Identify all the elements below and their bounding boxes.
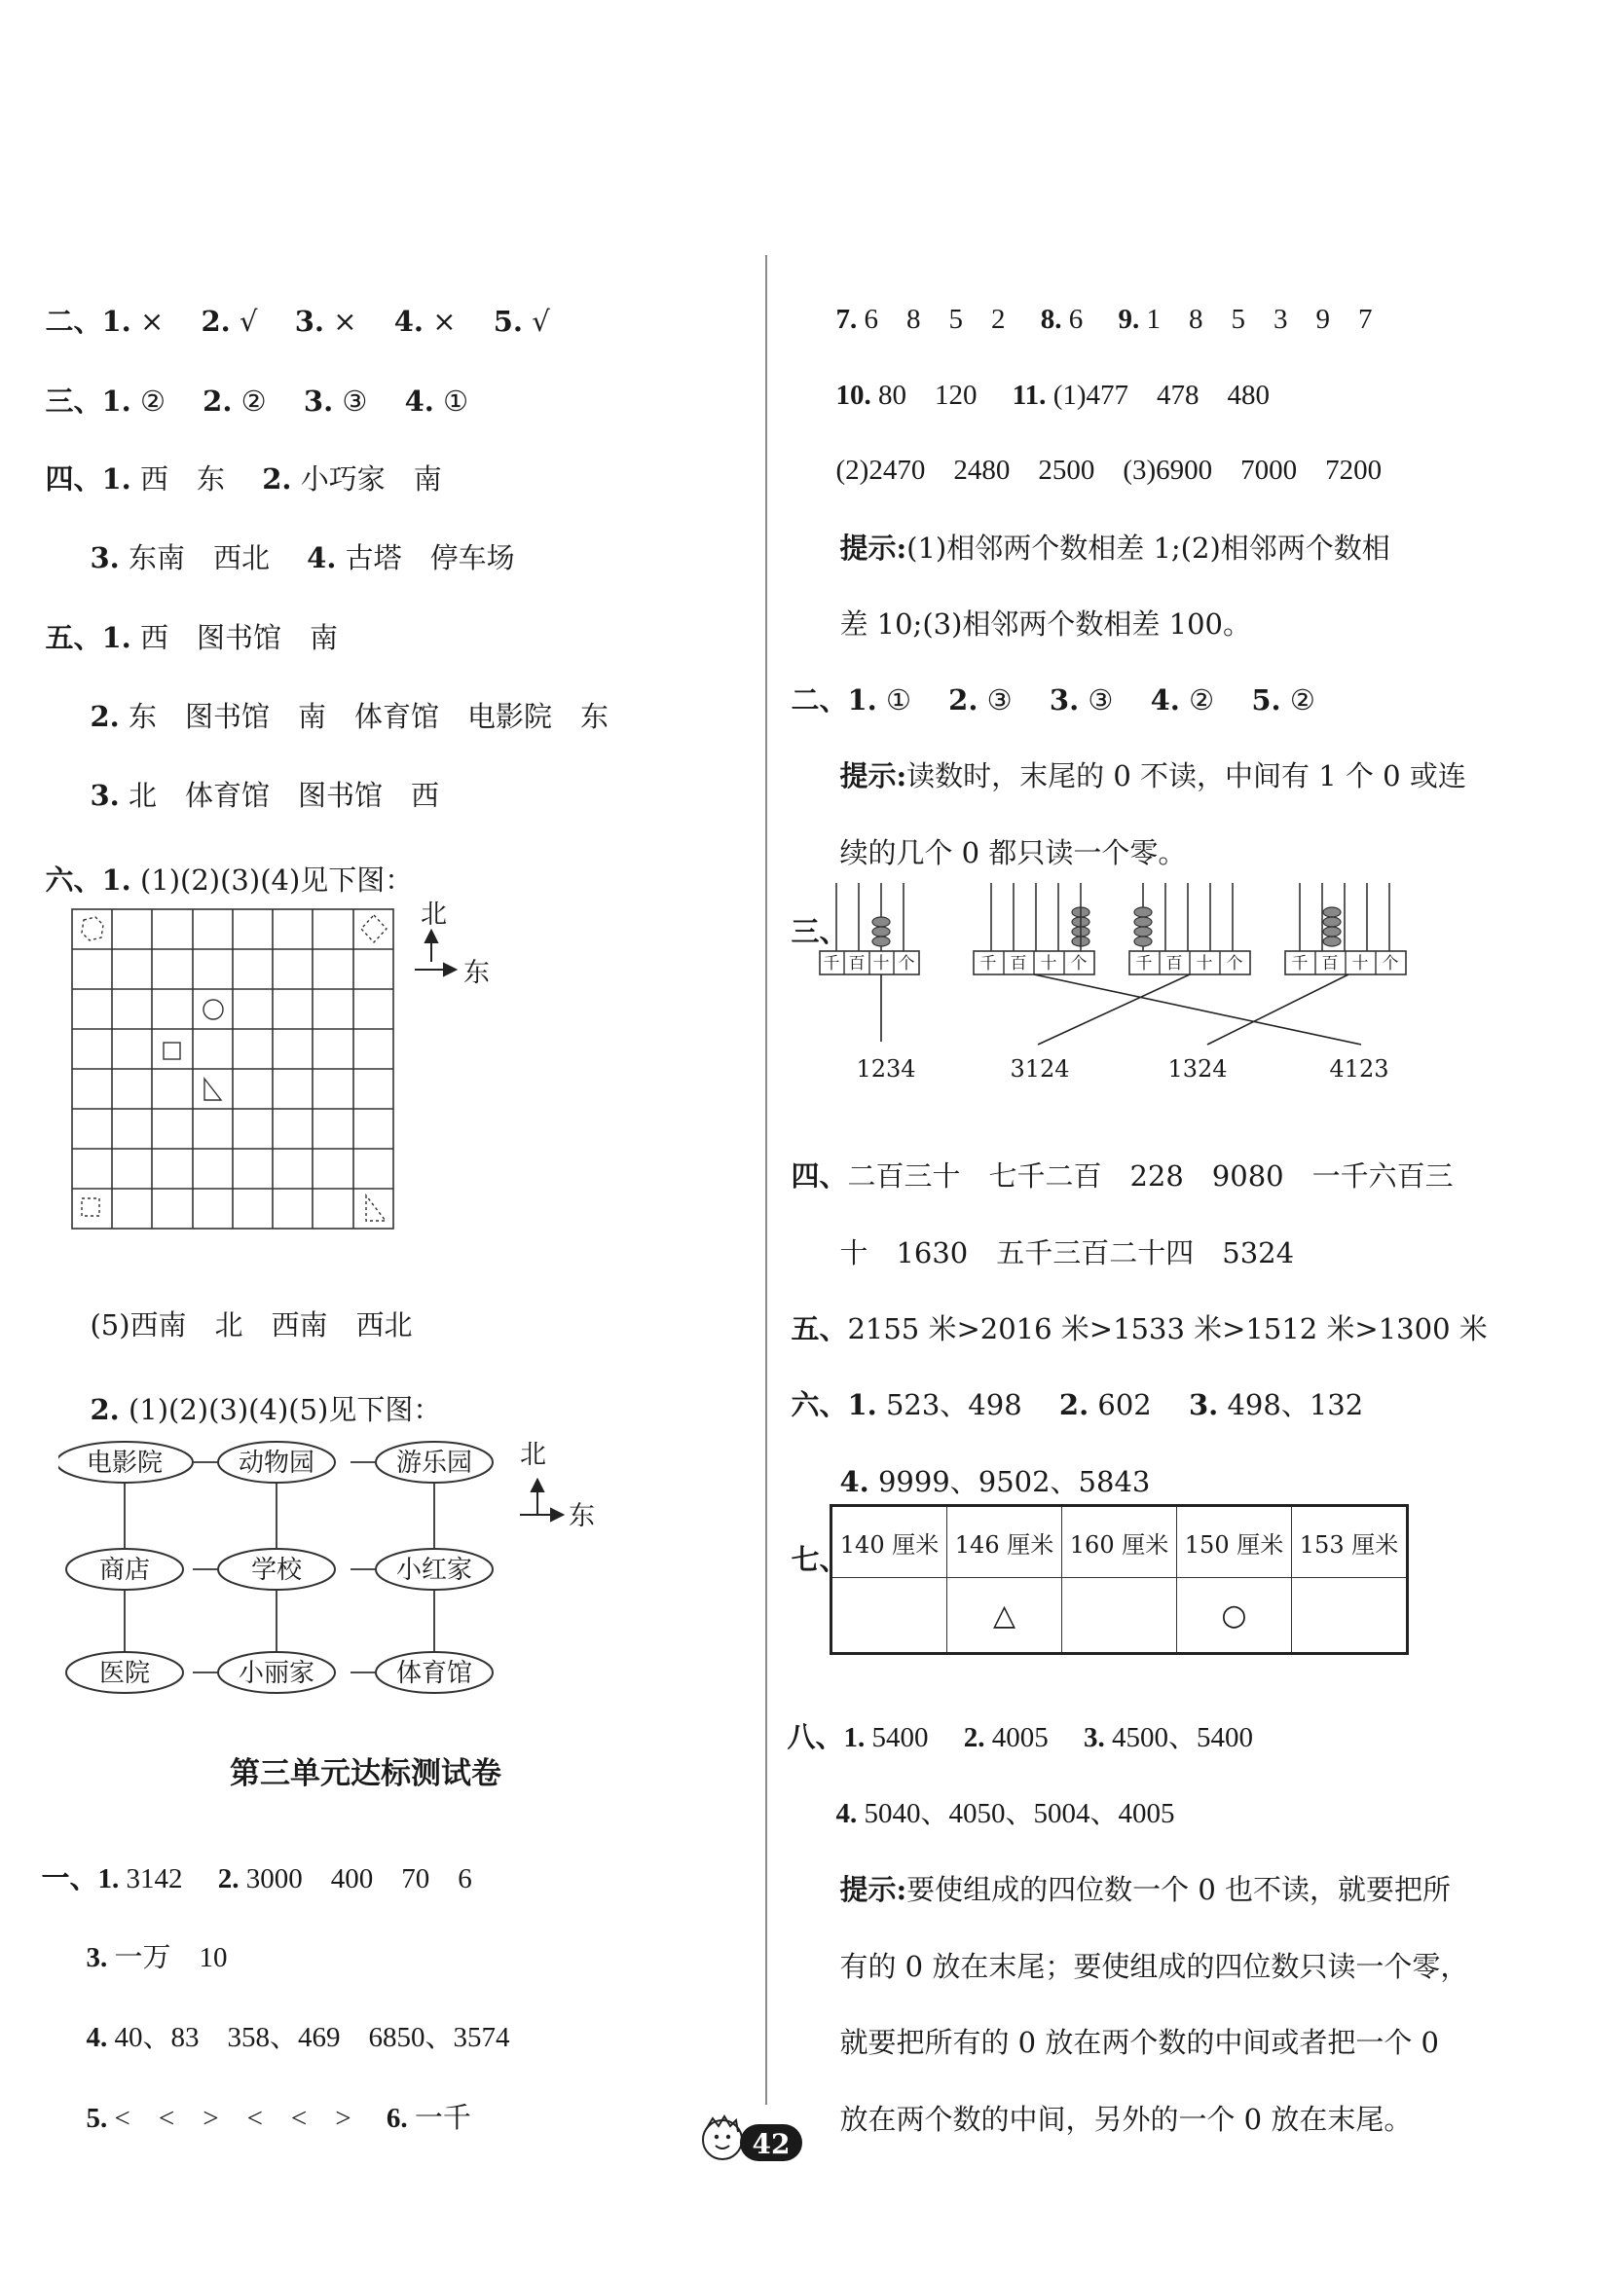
svg-text:千: 千 xyxy=(1291,954,1309,974)
svg-text:个: 个 xyxy=(1226,954,1243,974)
left-s4-line2: 3. 东南 西北 4. 古塔 停车场 xyxy=(90,541,515,574)
abacus-4 xyxy=(1285,883,1406,974)
abacus-number-2: 3124 xyxy=(1010,1055,1070,1083)
left-s3-line: 三、1. ② 2. ② 3. ③ 4. ① xyxy=(45,385,469,418)
height-header: 160 厘米 xyxy=(1062,1506,1177,1578)
triangle-shape xyxy=(204,1079,221,1100)
svg-text:十: 十 xyxy=(1351,954,1369,974)
matching-lines xyxy=(881,974,1361,1045)
svg-text:十: 十 xyxy=(1040,954,1057,974)
left-s6-line2: 2. (1)(2)(3)(4)(5)见下图： xyxy=(90,1393,442,1426)
left-s5-line1: 五、1. 西 图书馆 南 xyxy=(45,621,338,654)
mascot-eye-icon xyxy=(726,2135,730,2139)
circle-shape xyxy=(203,1000,223,1019)
hint3-line2: 有的 0 放在末尾；要使组成的四位数只读一个零， xyxy=(839,1950,1469,1983)
hint2-line2: 续的几个 0 都只读一个零。 xyxy=(839,836,1187,869)
height-mark-triangle: △ xyxy=(947,1578,1062,1654)
svg-text:百: 百 xyxy=(1010,954,1027,974)
hint3-line3: 就要把所有的 0 放在两个数的中间或者把一个 0 xyxy=(839,2026,1439,2059)
right-s5-line: 五、2155 米>2016 米>1533 米>1512 米>1300 米 xyxy=(791,1312,1488,1345)
svg-text:个: 个 xyxy=(1382,954,1399,974)
height-mark xyxy=(1062,1578,1177,1654)
location-map-figure xyxy=(58,1421,633,1713)
left-s6-line1: 六、1. (1)(2)(3)(4)见下图： xyxy=(45,863,414,897)
svg-text:千: 千 xyxy=(979,954,997,974)
abacus-matching-figure xyxy=(808,871,1431,1090)
height-table xyxy=(830,1504,1409,1655)
map-east-label: 东 xyxy=(569,1501,595,1531)
square-shape xyxy=(164,1043,180,1059)
map-north-label: 北 xyxy=(520,1440,546,1470)
svg-text:千: 千 xyxy=(1135,954,1153,974)
right-s2-line: 二、1. ① 2. ③ 3. ③ 4. ② 5. ② xyxy=(791,683,1315,716)
left-s5-line2: 2. 东 图书馆 南 体育馆 电影院 东 xyxy=(90,700,609,733)
page-number-badge xyxy=(697,2111,810,2173)
abacus-number-1: 1234 xyxy=(856,1055,916,1083)
svg-text:十: 十 xyxy=(872,954,890,974)
right-s8-line1: 八、1. 5400 2. 4005 3. 4500、5400 xyxy=(787,1722,1254,1753)
map-label-amusement-park: 游乐园 xyxy=(395,1449,473,1478)
height-header: 146 厘米 xyxy=(947,1506,1062,1578)
right-s6-line1: 六、1. 523、498 2. 602 3. 498、132 xyxy=(791,1388,1364,1421)
map-label-cinema: 电影院 xyxy=(86,1449,164,1478)
svg-text:千: 千 xyxy=(823,954,840,974)
dashed-octagon-top-left xyxy=(82,917,103,940)
height-header: 153 厘米 xyxy=(1292,1506,1408,1578)
height-mark-circle: ○ xyxy=(1177,1578,1292,1654)
right-s7-index: 七、 xyxy=(791,1543,848,1576)
abacus-1 xyxy=(820,883,919,974)
map-label-zoo: 动物园 xyxy=(238,1449,315,1478)
map-label-xiaohong-home: 小红家 xyxy=(395,1556,473,1585)
grid-compass-arrows xyxy=(415,931,456,975)
abacus-number-3: 1324 xyxy=(1167,1055,1228,1083)
hint3-line1: 提示:要使组成的四位数一个 0 也不读，就要把所 xyxy=(839,1873,1452,1906)
map-label-xiaoli-home: 小丽家 xyxy=(238,1659,315,1688)
column-divider xyxy=(765,255,767,2105)
direction-grid-figure xyxy=(58,896,526,1236)
height-header: 140 厘米 xyxy=(831,1506,947,1578)
right-line-7-9: 7. 6 8 5 2 8. 6 9. 1 8 5 3 9 7 xyxy=(835,304,1373,335)
right-s6-line2: 4. 9999、9502、5843 xyxy=(839,1465,1151,1498)
unit-s1-line2: 3. 一万 10 xyxy=(86,1942,228,1973)
page-number: 42 xyxy=(752,2128,791,2160)
map-label-stadium: 体育馆 xyxy=(395,1659,473,1688)
height-header: 150 厘米 xyxy=(1177,1506,1292,1578)
hint2-line1: 提示:读数时，末尾的 0 不读，中间有 1 个 0 或连 xyxy=(839,759,1466,792)
dashed-triangle-bottom-right xyxy=(366,1195,386,1221)
right-s4-line1: 四、二百三十 七千二百 228 9080 一千六百三 xyxy=(791,1159,1454,1193)
svg-text:百: 百 xyxy=(1165,954,1183,974)
unit-title: 第三单元达标测试卷 xyxy=(230,1756,501,1791)
unit-s1-line3: 4. 40、83 358、469 6850、3574 xyxy=(86,2022,510,2053)
right-line-11-cont: (2)2470 2480 2500 (3)6900 7000 7200 xyxy=(835,455,1383,486)
unit-s1-line4: 5. < < > < < > 6. 一千 xyxy=(86,2103,471,2134)
grid-north-label: 北 xyxy=(421,900,447,930)
svg-text:个: 个 xyxy=(898,954,915,974)
map-label-school: 学校 xyxy=(250,1556,303,1585)
dashed-diamond-top-right xyxy=(361,915,387,942)
hint3-line4: 放在两个数的中间，另外的一个 0 放在末尾。 xyxy=(839,2103,1413,2136)
unit-s1-line1: 一、1. 3142 2. 3000 400 70 6 xyxy=(41,1863,472,1894)
left-s5-line3: 3. 北 体育馆 图书馆 西 xyxy=(90,779,439,812)
height-mark xyxy=(831,1578,947,1654)
right-s4-line2: 十 1630 五千三百二十四 5324 xyxy=(839,1236,1295,1269)
svg-text:百: 百 xyxy=(848,954,866,974)
dashed-square-bottom-left xyxy=(82,1198,99,1216)
left-s4-line1: 四、1. 西 东 2. 小巧家 南 xyxy=(45,462,442,496)
hint1-line1: 提示:(1)相邻两个数相差 1;(2)相邻两个数相 xyxy=(839,532,1390,565)
left-s6-answer5: (5)西南 北 西南 西北 xyxy=(90,1308,413,1341)
grid-lines xyxy=(72,909,393,1229)
right-s3-index: 三、 xyxy=(791,915,848,948)
grid-east-label: 东 xyxy=(463,958,490,988)
right-line-10-11: 10. 80 120 11. (1)477 478 480 xyxy=(835,380,1271,411)
abacus-3 xyxy=(1129,883,1250,974)
map-label-shop: 商店 xyxy=(98,1556,151,1585)
abacus-number-4: 4123 xyxy=(1329,1055,1389,1083)
height-mark xyxy=(1292,1578,1408,1654)
svg-text:个: 个 xyxy=(1070,954,1088,974)
left-s2-line: 二、1. × 2. √ 3. × 4. × 5. √ xyxy=(45,305,550,338)
mascot-eye-icon xyxy=(715,2135,719,2139)
hint1-line2: 差 10;(3)相邻两个数相差 100。 xyxy=(839,607,1251,641)
map-compass-arrows xyxy=(520,1480,563,1521)
svg-text:十: 十 xyxy=(1196,954,1213,974)
right-s8-line2: 4. 5040、4050、5004、4005 xyxy=(835,1798,1175,1829)
svg-text:百: 百 xyxy=(1321,954,1339,974)
map-label-hospital: 医院 xyxy=(98,1659,151,1688)
abacus-2 xyxy=(974,883,1094,974)
